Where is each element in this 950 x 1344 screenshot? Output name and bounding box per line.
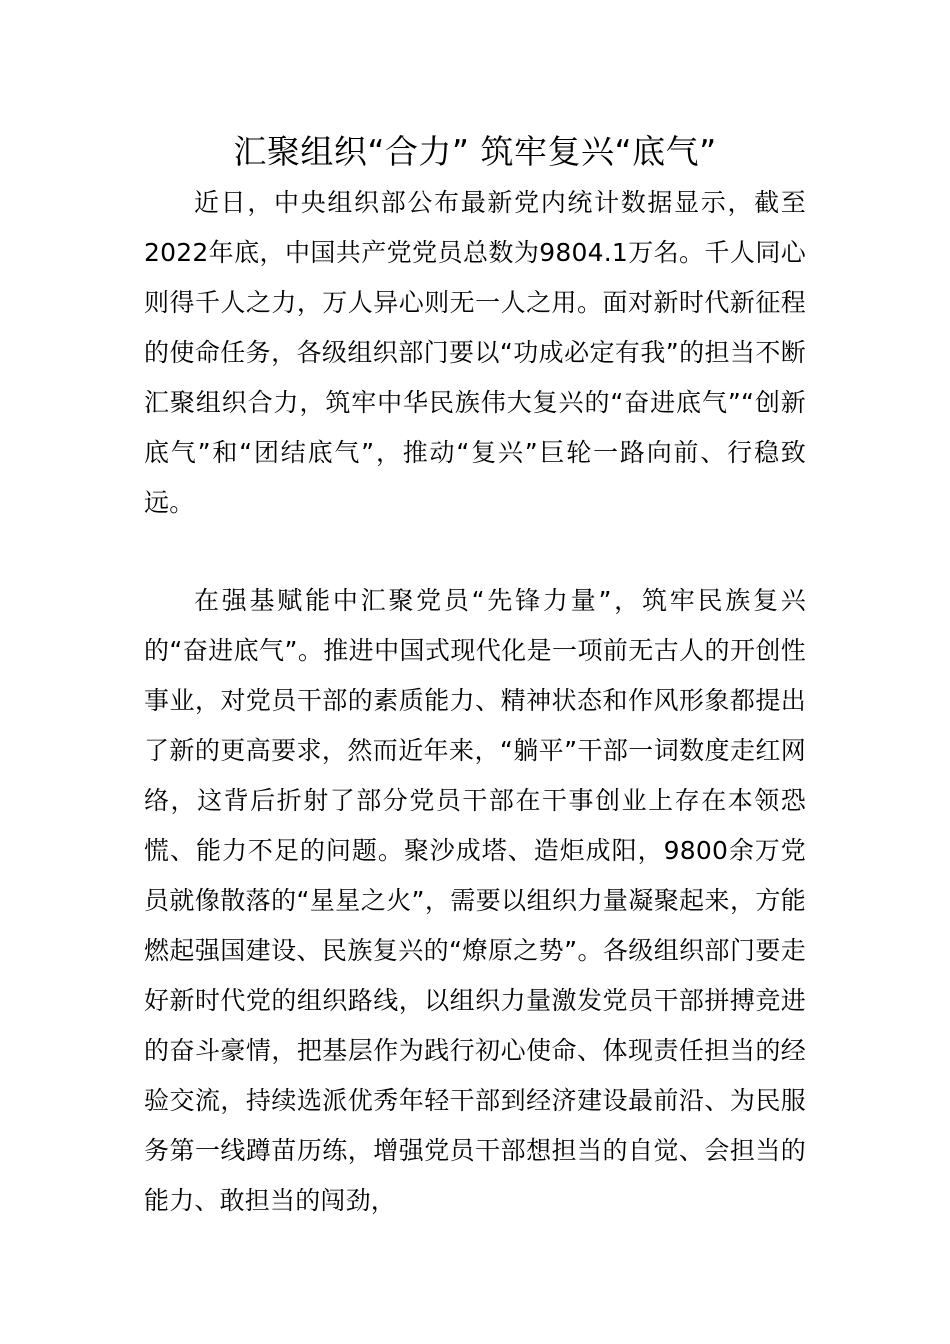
paragraph-intro: 近日，中央组织部公布最新党内统计数据显示，截至2022年底，中国共产党党员总数为9804.1万名。千人同心则得千人之力，万人异心则无一人之用。面对新时代新征程的使命任务，各级组织部门要以“功成必定有我”的担当不断汇聚组织合力，筑牢中华民族伟大复兴的“奋进底气”“创新底气”和“团结底气”，推动“复兴”巨轮一路向前、行稳致远。 xyxy=(144,188,806,517)
paragraph-pioneer-strength: 在强基赋能中汇聚党员“先锋力量”，筑牢民族复兴的“奋进底气”。推进中国式现代化是一项前无古人的开创性事业，对党员干部的素质能力、精神状态和作风形象都提出了新的更高要求，然而近年来，“躺平”干部一词数度走红网络，这背后折射了部分党员干部在干事创业上存在本领恐慌、能力不足的问题。聚沙成塔、造炬成阳，9800余万党员就像散落的“星星之火”，需要以组织力量凝聚起来，方能燃起强国建设、民族复兴的“燎原之势”。各级组织部门要走好新时代党的组织路线，以组织力量激发党员干部拼搏竞进的奋斗豪情，把基层作为践行初心使命、体现责任担当的经验交流，持续选派优秀年轻干部到经济建设最前沿、为民服务第一线蹲苗历练，增强党员干部想担当的自觉、会担当的能力、敢担当的闯劲， xyxy=(144,586,806,1215)
document-title: 汇聚组织“合力” 筑牢复兴“底气” xyxy=(233,132,717,171)
